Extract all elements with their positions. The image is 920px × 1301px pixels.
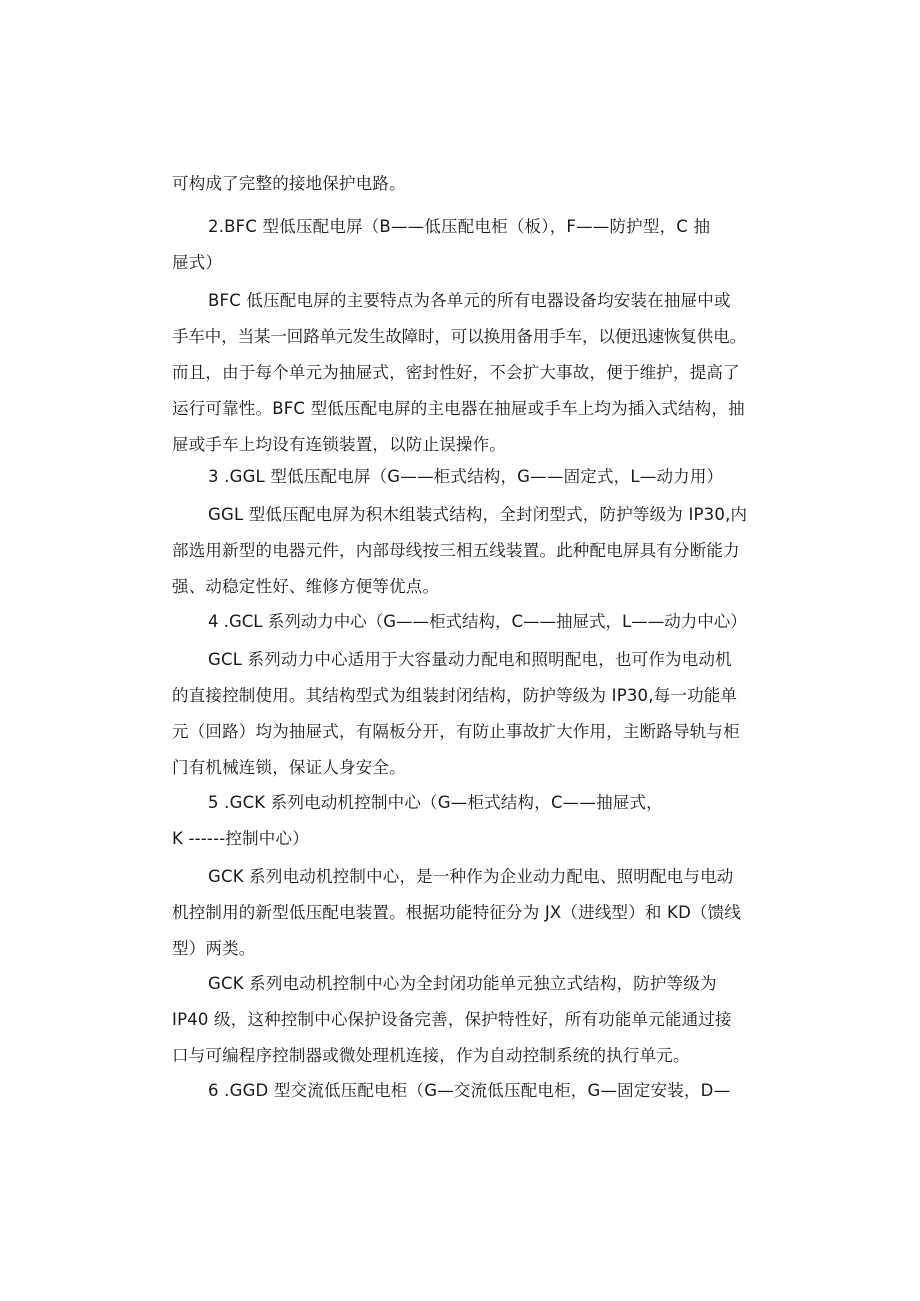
heading-ggl [172, 459, 748, 495]
text-line: 部选用新型的电器元件，内部母线按三相五线装置。此种配电屏具有分断能力 [172, 541, 740, 560]
paragraph-bfc [172, 283, 748, 463]
paragraph-gcl [172, 642, 748, 786]
text-line: 的直接控制使用。其结构型式为组装封闭结构，防护等级为 IP30,每一功能单 [172, 686, 738, 705]
text-line: GCK 系列电动机控制中心为全封闭功能单元独立式结构，防护等级为 [208, 974, 717, 993]
paragraph-ggl [172, 497, 748, 605]
text-line: 3 .GGL 型低压配电屏（G——柜式结构，G——固定式，L—动力用） [208, 467, 724, 486]
text-line: 门有机械连锁，保证人身安全。 [172, 758, 406, 777]
text-line: 2.BFC 型低压配电屏（B——低压配电柜（板），F——防护型，C 抽 [208, 217, 711, 236]
text-line: 口与可编程序控制器或微处理机连接，作为自动控制系统的执行单元。 [172, 1046, 690, 1065]
text-line: 屉式） [172, 253, 223, 272]
text-line: 而且，由于每个单元为抽屉式，密封性好，不会扩大事故，便于维护，提高了 [172, 363, 740, 382]
text-line: 5 .GCK 系列电动机控制中心（G—柜式结构，C——抽屉式， [208, 793, 663, 812]
text-line: K ------控制中心） [172, 829, 309, 848]
text-line: 屉或手车上均设有连锁装置，以防止误操作。 [172, 435, 506, 454]
heading-bfc [172, 209, 748, 281]
text-line: GGL 型低压配电屏为积木组装式结构，全封闭型式，防护等级为 IP30,内 [208, 505, 748, 524]
paragraph-intro [172, 166, 748, 202]
heading-gcl [172, 604, 748, 640]
heading-ggd [172, 1073, 748, 1109]
text-line: 机控制用的新型低压配电装置。根据功能特征分为 JX（进线型）和 KD（馈线 [172, 903, 742, 922]
text-line: 运行可靠性。BFC 型低压配电屏的主电器在抽屉或手车上均为插入式结构，抽 [172, 399, 745, 418]
paragraph-gck-2 [172, 966, 748, 1074]
text-line: 4 .GCL 系列动力中心（G——柜式结构，C——抽屉式，L——动力中心） [208, 612, 747, 631]
text-line: 强、动稳定性好、维修方便等优点。 [172, 577, 440, 596]
text-line: GCK 系列电动机控制中心，是一种作为企业动力配电、照明配电与电动 [208, 867, 734, 886]
text-line: BFC 低压配电屏的主要特点为各单元的所有电器设备均安装在抽屉中或 [208, 291, 731, 310]
paragraph-gck-1 [172, 859, 748, 967]
text-line: 6 .GGD 型交流低压配电柜（G—交流低压配电柜，G—固定安装，D— [208, 1081, 731, 1100]
heading-gck [172, 785, 748, 857]
text-line: 型）两类。 [172, 939, 256, 958]
text-line: 元（回路）均为抽屉式，有隔板分开，有防止事故扩大作用，主断路导轨与柜 [172, 722, 740, 741]
text-line: GCL 系列动力中心适用于大容量动力配电和照明配电，也可作为电动机 [208, 650, 732, 669]
text-line: IP40 级，这种控制中心保护设备完善，保护特性好，所有功能单元能通过接 [172, 1010, 732, 1029]
text-line: 可构成了完整的接地保护电路。 [172, 174, 406, 193]
text-line: 手车中，当某一回路单元发生故障时，可以换用备用手车，以便迅速恢复供电。 [172, 327, 747, 346]
